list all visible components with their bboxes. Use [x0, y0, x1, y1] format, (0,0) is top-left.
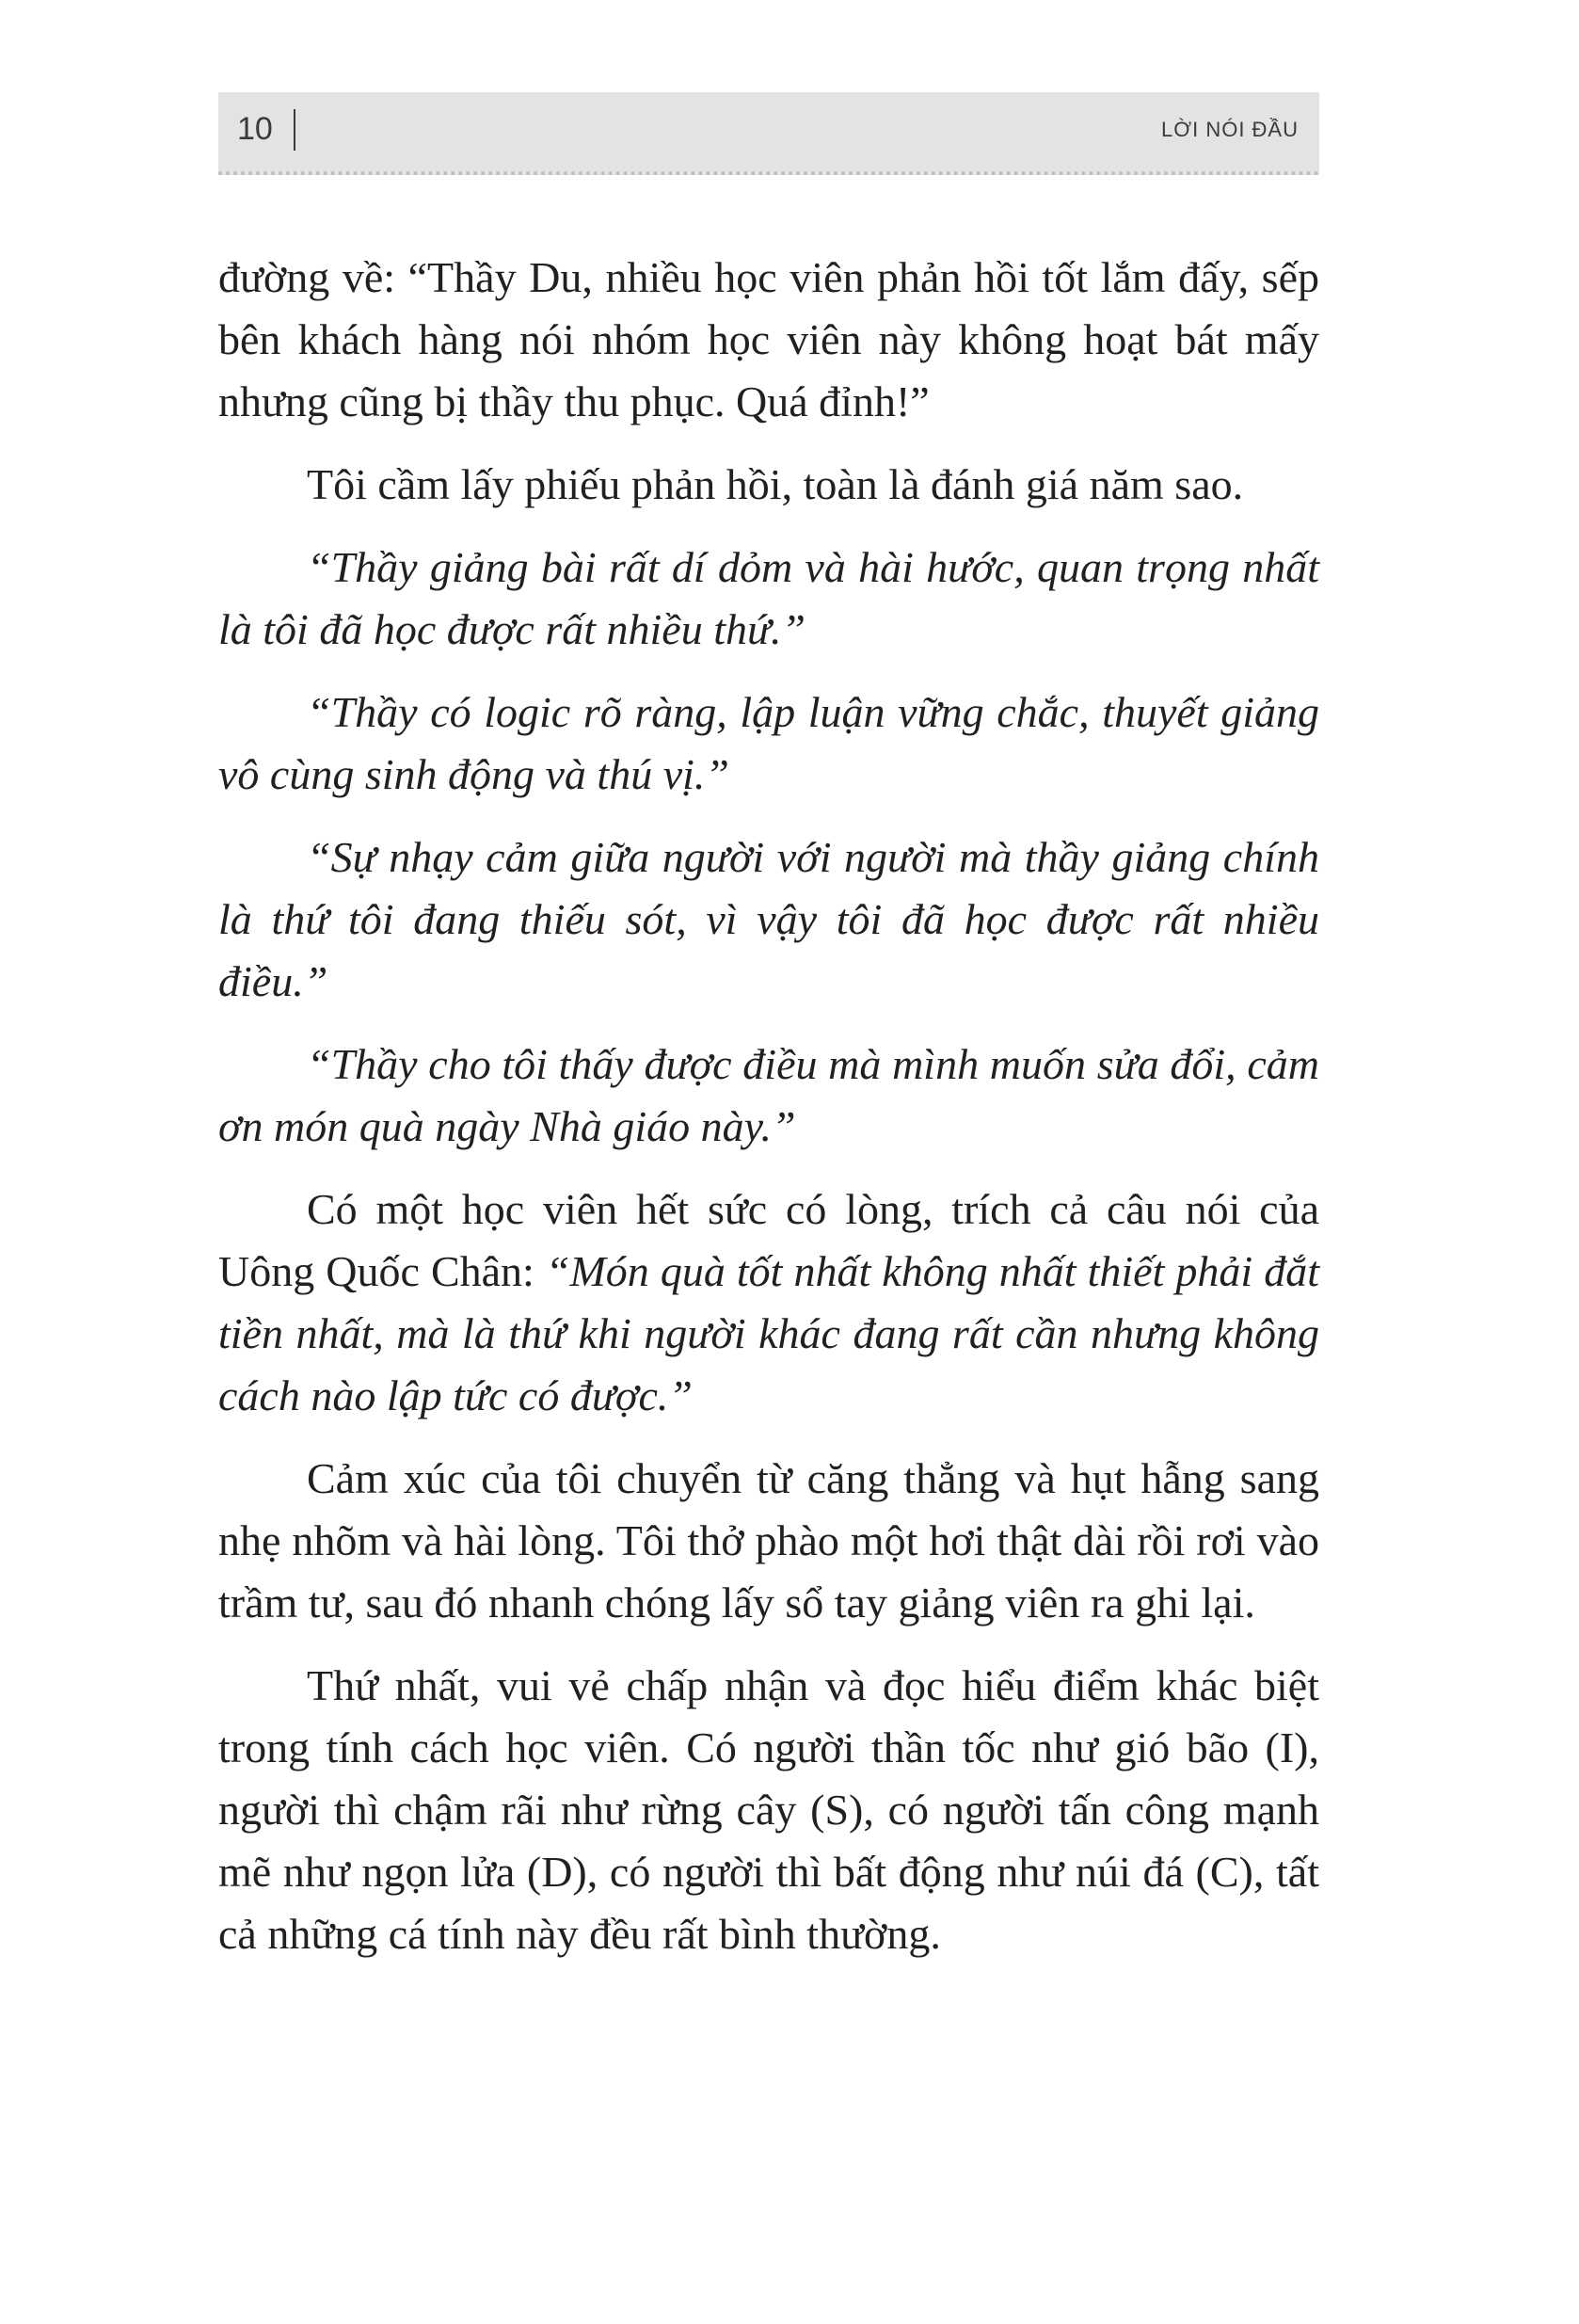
- feedback-quote: “Thầy giảng bài rất dí dỏm và hài hước, quan trọng nhất là tôi đã học được rất nhiều thứ.”: [218, 543, 1319, 653]
- feedback-quote: “Thầy có logic rõ ràng, lập luận vững chắc, thuyết giảng vô cùng sinh động và thú vị.”: [218, 688, 1319, 798]
- page-number: 10: [237, 111, 273, 147]
- header-divider: [294, 109, 295, 151]
- paragraph-lead-text: Có một học viên hết sức có lòng, trích cả câu nói của Uông Quốc Chân:: [218, 1185, 1319, 1295]
- feedback-quote: “Sự nhạy cảm giữa người với người mà thầy giảng chính là thứ tôi đang thiếu sót, vì vậy tôi đã học được rất nhiều điều.”: [218, 833, 1319, 1005]
- page-header: [218, 92, 1319, 175]
- page-body: [218, 247, 1319, 1986]
- paragraph-continued: đường về: “Thầy Du, nhiều học viên phản hồi tốt lắm đấy, sếp bên khách hàng nói nhóm học viên này không hoạt bát mấy nhưng cũng bị thầy thu phục. Quá đỉnh!”: [218, 253, 1319, 425]
- running-title: LỜI NÓI ĐẦU: [1161, 118, 1299, 141]
- cited-quote: “Món quà tốt nhất không nhất thiết phải đắt tiền nhất, mà là thứ khi người khác đang rất cần nhưng không cách nào lập tức có được.”: [218, 1247, 1319, 1419]
- paragraph-with-citation: [218, 1178, 1319, 1427]
- paragraph: Tôi cầm lấy phiếu phản hồi, toàn là đánh giá năm sao.: [307, 460, 1244, 508]
- feedback-quote: “Thầy cho tôi thấy được điều mà mình muốn sửa đổi, cảm ơn món quà ngày Nhà giáo này.”: [218, 1040, 1319, 1150]
- paragraph: Thứ nhất, vui vẻ chấp nhận và đọc hiểu điểm khác biệt trong tính cách học viên. Có người thần tốc như gió bão (I), người thì chậm rãi như rừng cây (S), có người tấn công mạnh mẽ như ngọn lửa (D), có người thì bất động như núi đá (C), tất cả những cá tính này đều rất bình thường.: [218, 1661, 1319, 1958]
- paragraph: Cảm xúc của tôi chuyển từ căng thẳng và hụt hẫng sang nhẹ nhõm và hài lòng. Tôi thở phào một hơi thật dài rồi rơi vào trầm tư, sau đó nhanh chóng lấy sổ tay giảng viên ra ghi lại.: [218, 1454, 1319, 1627]
